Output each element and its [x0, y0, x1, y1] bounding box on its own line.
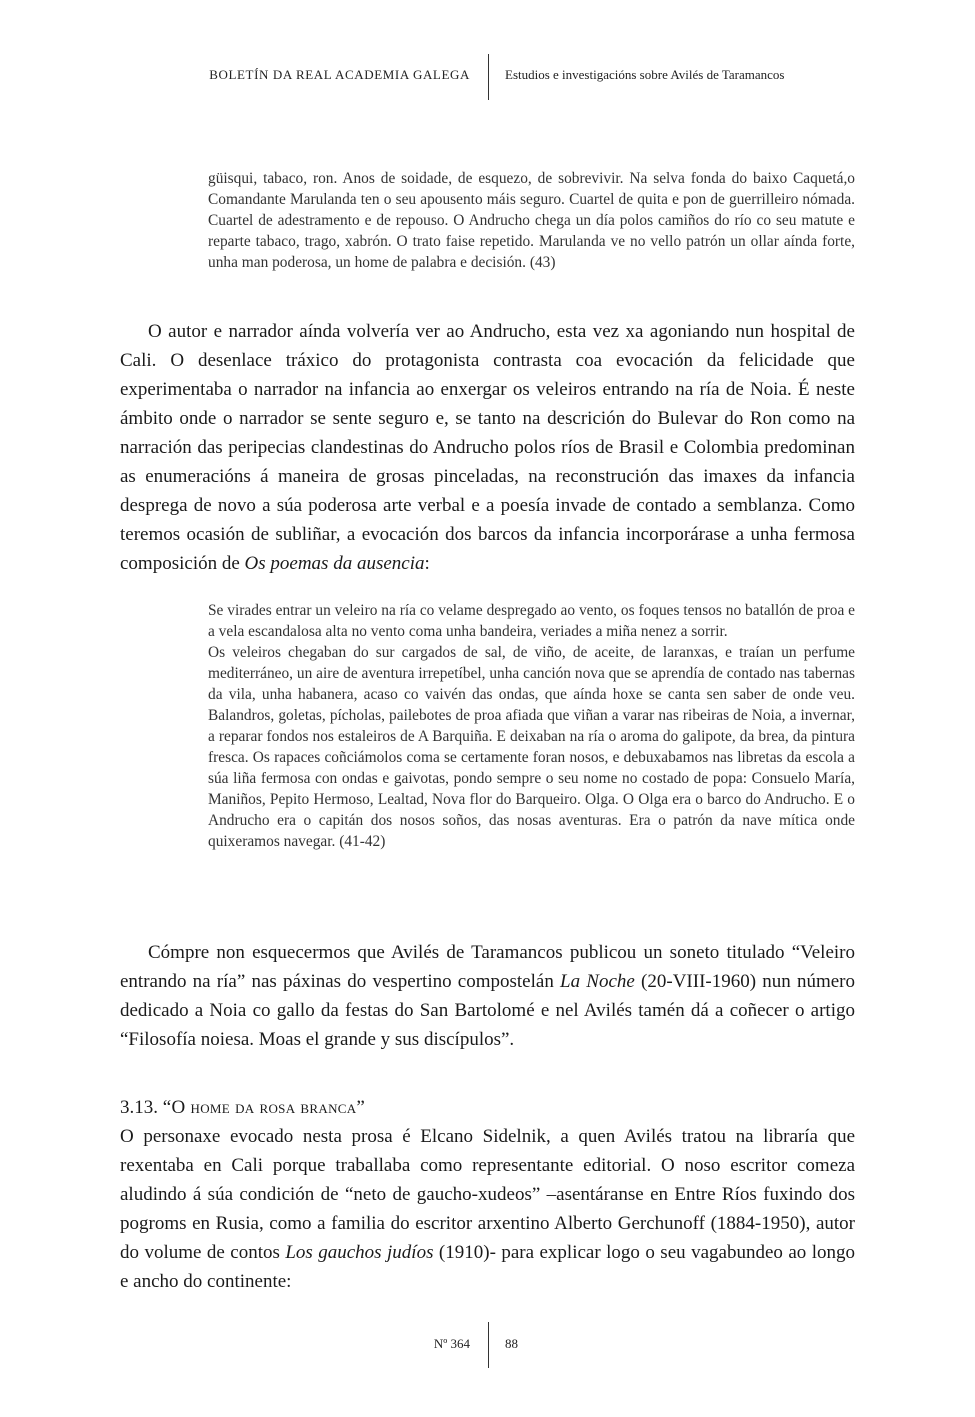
section-heading	[120, 1093, 365, 1122]
issue-number: Nº 364	[433, 1336, 470, 1351]
section-running-title: Estudios e investigacións sobre Avilés de Taramancos	[505, 67, 785, 82]
block-quote-2-para-2: Os veleiros chegaban do sur cargados de sal, de viño, de aceite, de laranxas, e traían un perfume mediterráneo, un aire de aventura irrepetíbel, unha canción nova que se aprendía de contado nas tabernas da vila, unha habanera, acaso co vaivén das ondas, que aínda hoxe se canta sen saber de onde veu. Balandros, goletas, pícholas, pailebotes de proa afiada que viñan a varar nas ribeiras de Noia, a invernar, a reparar fondos nos estaleiros de A Barquiña. E deixaban na ría o aroma do galipote, da brea, da pintura fresca. Os rapaces coñciámolos coma se certamente foran nosos, e debuxabamos nas libretas da escola a súa liña fermosa con ondas e gaivotas, pondo sempre o seu nome no costado de popa: Consuelo María, Maniños, Pepito Hermoso, Lealtad, Nova flor do Barqueiro. Olga. O Olga era o barco do Andrucho. E o Andrucho era o capitán dos nosos soños, das nosas aventuras. Era o patrón da nave mítica onde quixeramos navegar. (41-42)	[208, 644, 855, 850]
newspaper-title: La Noche	[560, 971, 635, 992]
paragraph-1-end: :	[424, 553, 430, 574]
block-quote-1-text: güisqui, tabaco, ron. Anos de soidade, de esquezo, de sobrevivir. Na selva fonda do baixo Caquetá,o Comandante Marulanda ten o seu apousento máis seguro. Cuartel de quita e pon de guerrilleiro nómada. Cuartel de adestramento e de repouso. O Andrucho chega un día polos camiños do río co seu matute e reparte tabaco, trago, xabrón. O trato faise repetido. Marulanda ve no vello patrón un ollar aínda forte, unha man poderosa, un home de palabra e decisión. (43)	[208, 170, 855, 271]
paragraph-1	[120, 317, 855, 578]
block-quote-1	[208, 168, 855, 273]
section-title-text: “O home da rosa branca”	[162, 1097, 366, 1118]
book-title-poemas: Os poemas da ausencia	[244, 553, 425, 574]
page-footer	[0, 1322, 975, 1368]
paragraph-2	[120, 938, 855, 1054]
paragraph-3-start: O personaxe evocado nesta prosa é Elcano Sidelnik, a quen Avilés tratou na libraría que rexentaba en Cali porque traballaba como representante editorial. O noso escritor comeza aludindo á súa condición de “neto de gaucho-xudeos” –asentáranse en Entre Ríos fuxindo dos pogroms en Rusia, como a familia do escritor arxentino Alberto Gerchunoff (1884-1950), autor do volume de contos	[120, 1126, 855, 1263]
block-quote-2-para-1: Se virades entrar un veleiro na ría co velame despregado ao vento, os foques tensos no batallón de proa e a vela escandalosa alta no vento coma unha bandeira, veriades a miña nenez a sorrir.	[208, 602, 855, 640]
paragraph-2-end: (20-VIII-1960) nun número dedicado a Noia co gallo da festas do San Bartolomé e nel Avilés tamén dá a coñecer o artigo “Filosofía noiesa. Moas el grande y sus discípulos”.	[120, 971, 855, 1050]
paragraph-3	[120, 1122, 855, 1296]
section-number: 3.13.	[120, 1097, 163, 1118]
block-quote-2	[208, 600, 855, 852]
journal-title: BOLETÍN DA REAL ACADEMIA GALEGA	[209, 67, 470, 82]
header-divider	[488, 54, 489, 100]
paragraph-3-end: (1910)- para explicar logo o seu vagabundeo ao longo e ancho do continente:	[120, 1242, 855, 1292]
footer-divider	[488, 1322, 489, 1368]
page-number: 88	[505, 1336, 518, 1351]
paragraph-1-text: O autor e narrador aínda volvería ver ao Andrucho, esta vez xa agoniando nun hospital de Cali. O desenlace tráxico do protagonista contrasta coa evocación da felicidade que experimentaba o narrador na infancia ao enxergar os veleiros entrando na ría de Noia. É neste ámbito onde o narrador se sente seguro e, se tanto na descrición do Bulevar do Ron como na narración das peripecias clandestinas do Andrucho polos ríos de Brasil e Colombia predominan as enumeracións á maneira de grosas pinceladas, na reconstrución das imaxes da infancia desprega de novo a súa poderosa arte verbal e a poesía invade de contado a semblanza. Como teremos ocasión de subliñar, a evocación dos barcos da infancia incorporárase a unha fermosa composición de	[120, 321, 855, 574]
paragraph-2-start: Cómpre non esquecermos que Avilés de Taramancos publicou un soneto titulado “Veleiro entrando na ría” nas páxinas do vespertino compostelán	[120, 942, 855, 992]
running-header	[0, 50, 975, 102]
book-title-gauchos: Los gauchos judíos	[285, 1242, 434, 1263]
